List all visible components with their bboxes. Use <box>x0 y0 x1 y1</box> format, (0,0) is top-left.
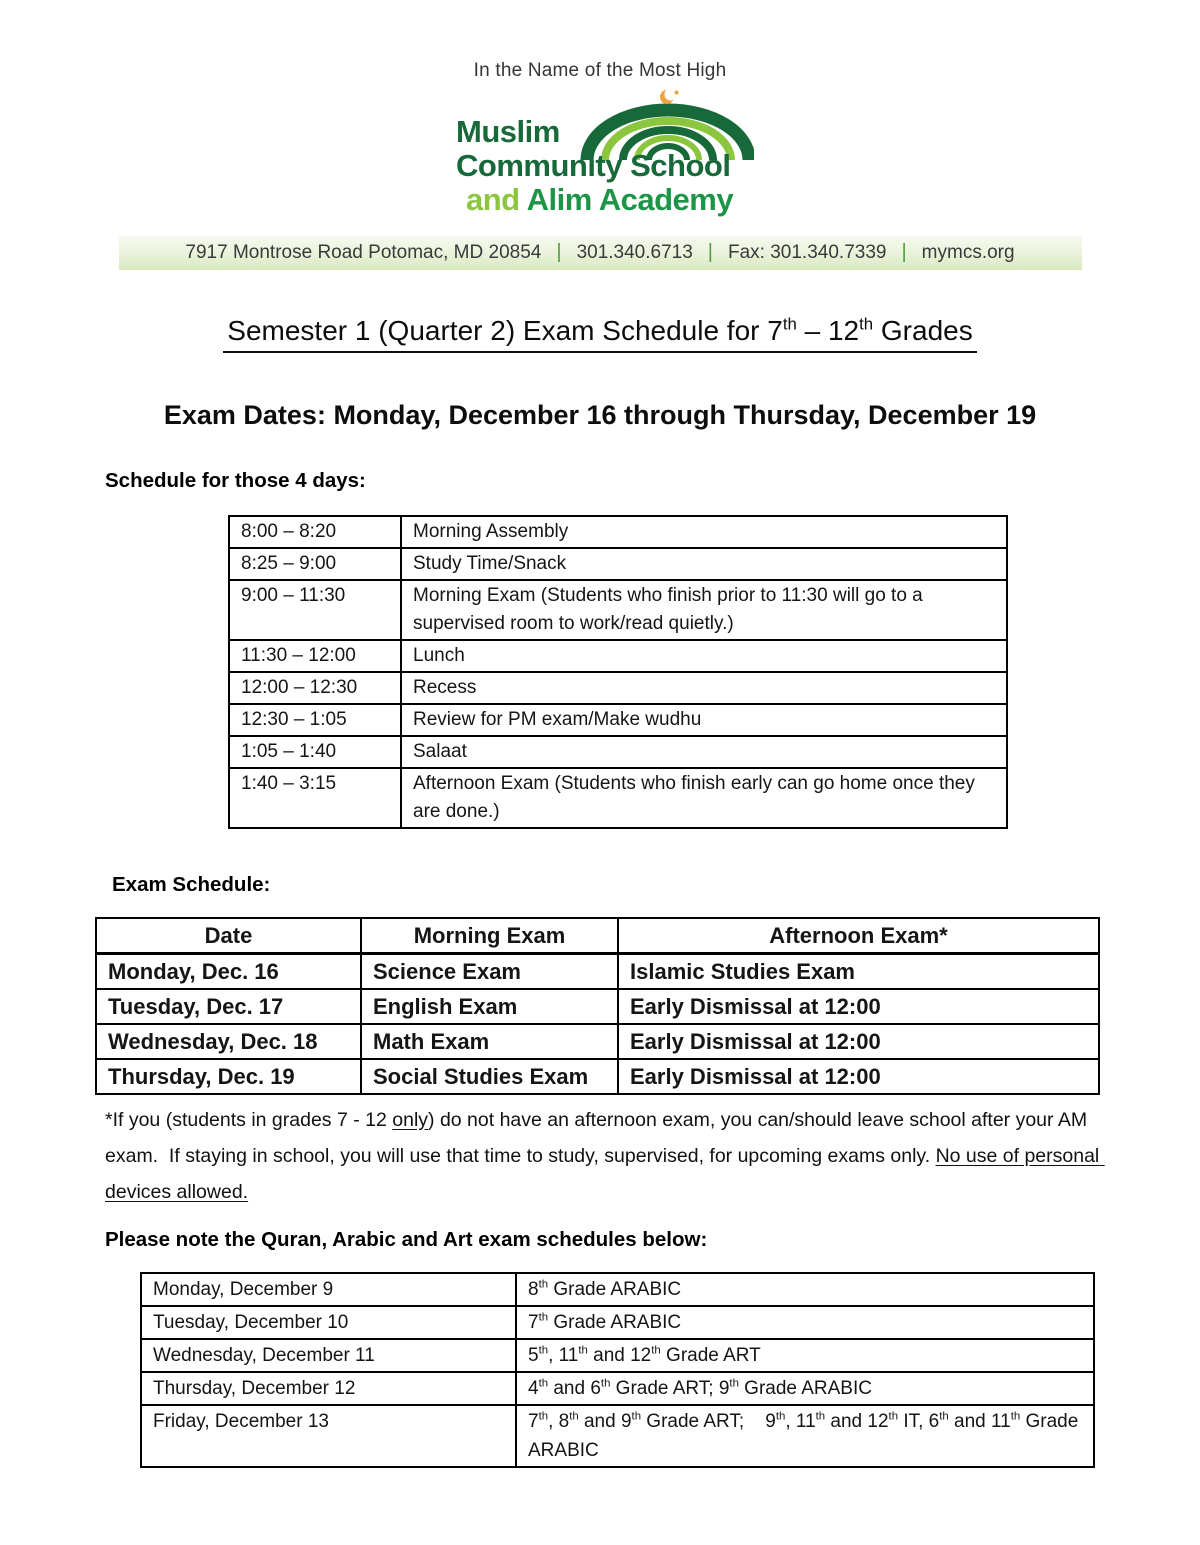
exams-cell: 8th Grade ARABIC <box>516 1273 1094 1306</box>
date-cell: Monday, Dec. 16 <box>96 953 361 989</box>
special-exams-table <box>140 1272 1095 1468</box>
exams-cell: 5th, 11th and 12th Grade ART <box>516 1339 1094 1372</box>
logo-text-line3 <box>466 184 733 216</box>
afternoon-exam-cell: Early Dismissal at 12:00 <box>618 1059 1099 1094</box>
morning-exam-cell: Science Exam <box>361 953 618 989</box>
time-cell: 12:30 – 1:05 <box>229 704 401 736</box>
website-text: mymcs.org <box>921 242 1015 263</box>
separator: | <box>901 240 907 263</box>
table-row <box>96 1059 1099 1094</box>
activity-cell: Afternoon Exam (Students who finish early can go home once they are done.) <box>401 768 1007 828</box>
activity-cell: Study Time/Snack <box>401 548 1007 580</box>
table-row <box>141 1405 1094 1467</box>
column-header-afternoon-exam: Afternoon Exam* <box>618 918 1099 954</box>
fax-text: Fax: 301.340.7339 <box>728 242 887 263</box>
date-cell: Friday, December 13 <box>141 1405 516 1467</box>
table-row <box>229 672 1007 704</box>
activity-cell: Morning Assembly <box>401 516 1007 548</box>
footnote-text: *If you (students in grades 7 - 12 only) do not have an afternoon exam, you can/should leave school after your AM exam. If staying in school, you will use that time to study, supervised, for upcoming exams only. No use of personal devices allowed. <box>105 1108 1105 1203</box>
crescent-moon-icon <box>660 89 679 105</box>
phone-text: 301.340.6713 <box>576 242 693 263</box>
time-cell: 8:00 – 8:20 <box>229 516 401 548</box>
school-logo <box>456 90 744 228</box>
activity-cell: Salaat <box>401 736 1007 768</box>
table-row <box>141 1339 1094 1372</box>
logo-text-line2: Community School <box>456 148 731 183</box>
activity-cell: Lunch <box>401 640 1007 672</box>
table-row <box>229 768 1007 828</box>
activity-cell: Recess <box>401 672 1007 704</box>
exams-cell: 7th, 8th and 9th Grade ART; 9th, 11th and 12th IT, 6th and 11th Grade ARABIC <box>516 1405 1094 1467</box>
afternoon-exam-cell: Islamic Studies Exam <box>618 953 1099 989</box>
time-cell: 8:25 – 9:00 <box>229 548 401 580</box>
time-cell: 9:00 – 11:30 <box>229 580 401 640</box>
page-title: Semester 1 (Quarter 2) Exam Schedule for 7th – 12th Grades <box>223 315 976 353</box>
column-header-morning-exam: Morning Exam <box>361 918 618 954</box>
table-row <box>96 1024 1099 1059</box>
logo-and-word: and <box>466 182 520 217</box>
afternoon-exam-cell: Early Dismissal at 12:00 <box>618 1024 1099 1059</box>
logo-academy-word: Alim Academy <box>519 182 734 217</box>
column-header-date: Date <box>96 918 361 954</box>
time-cell: 1:40 – 3:15 <box>229 768 401 828</box>
morning-exam-cell: Social Studies Exam <box>361 1059 618 1094</box>
date-cell: Monday, December 9 <box>141 1273 516 1306</box>
date-cell: Wednesday, December 11 <box>141 1339 516 1372</box>
table-row <box>96 953 1099 989</box>
table-row <box>229 548 1007 580</box>
contact-bar <box>119 236 1082 270</box>
daily-schedule-heading: Schedule for those 4 days: <box>105 468 366 492</box>
afternoon-exam-cell: Early Dismissal at 12:00 <box>618 989 1099 1024</box>
special-exams-heading: Please note the Quran, Arabic and Art exam schedules below: <box>105 1227 708 1251</box>
date-cell: Wednesday, Dec. 18 <box>96 1024 361 1059</box>
table-row <box>229 704 1007 736</box>
exams-cell: 7th Grade ARABIC <box>516 1306 1094 1339</box>
table-row <box>141 1273 1094 1306</box>
daily-schedule-table <box>228 515 1008 829</box>
exam-dates-heading: Exam Dates: Monday, December 16 through Thursday, December 19 <box>163 399 1037 430</box>
time-cell: 12:00 – 12:30 <box>229 672 401 704</box>
separator: | <box>707 240 713 263</box>
header-row <box>96 918 1099 954</box>
exam-schedule-heading: Exam Schedule: <box>112 872 271 896</box>
date-cell: Tuesday, December 10 <box>141 1306 516 1339</box>
table-row <box>229 516 1007 548</box>
bismillah-text: In the Name of the Most High <box>473 60 727 81</box>
activity-cell: Morning Exam (Students who finish prior to 11:30 will go to a supervised room to work/read quietly.) <box>401 580 1007 640</box>
date-cell: Thursday, December 12 <box>141 1372 516 1405</box>
address-text: 7917 Montrose Road Potomac, MD 20854 <box>185 242 542 263</box>
table-row <box>229 580 1007 640</box>
table-row <box>141 1306 1094 1339</box>
table-row <box>141 1372 1094 1405</box>
title-wrap <box>0 296 1200 372</box>
morning-exam-cell: English Exam <box>361 989 618 1024</box>
morning-exam-cell: Math Exam <box>361 1024 618 1059</box>
table-row <box>96 989 1099 1024</box>
exams-cell: 4th and 6th Grade ART; 9th Grade ARABIC <box>516 1372 1094 1405</box>
separator: | <box>556 240 562 263</box>
table-row <box>229 736 1007 768</box>
exam-schedule-table <box>95 917 1100 1095</box>
activity-cell: Review for PM exam/Make wudhu <box>401 704 1007 736</box>
time-cell: 11:30 – 12:00 <box>229 640 401 672</box>
table-row <box>229 640 1007 672</box>
date-cell: Thursday, Dec. 19 <box>96 1059 361 1094</box>
date-cell: Tuesday, Dec. 17 <box>96 989 361 1024</box>
logo-text-line1: Muslim <box>456 114 560 149</box>
time-cell: 1:05 – 1:40 <box>229 736 401 768</box>
